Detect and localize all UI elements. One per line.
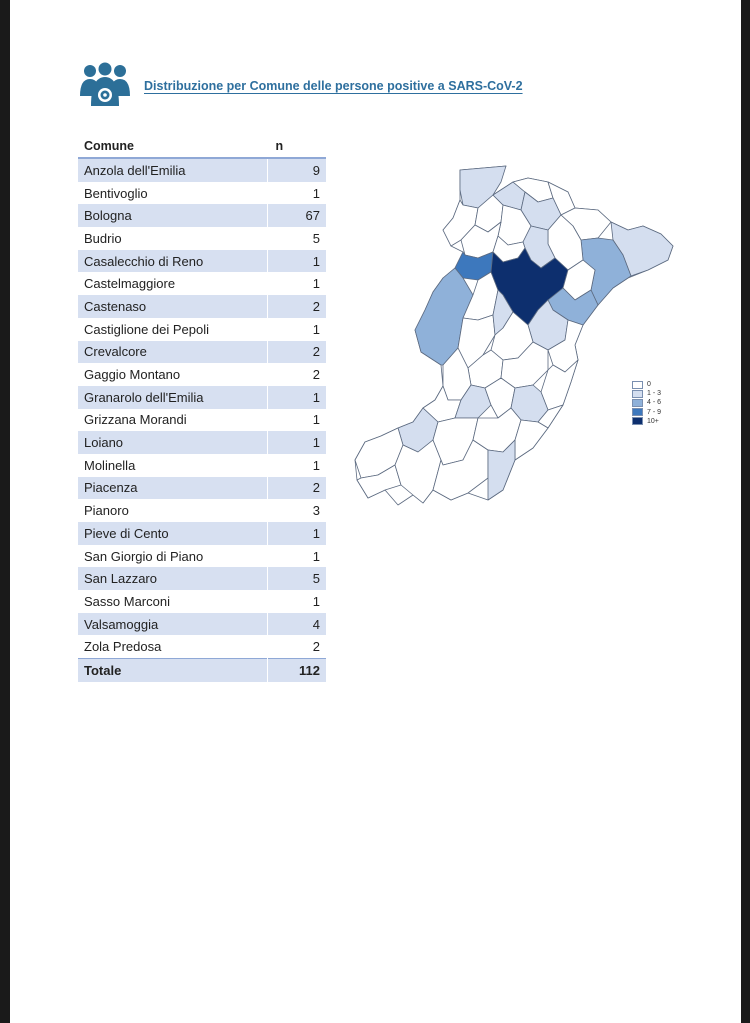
count-cell: 2 <box>268 341 327 364</box>
count-cell: 67 <box>268 204 327 227</box>
comune-cell: Budrio <box>78 227 268 250</box>
count-cell: 5 <box>268 227 327 250</box>
comune-cell: Anzola dell'Emilia <box>78 158 268 182</box>
table-row <box>78 204 326 227</box>
count-cell: 3 <box>268 499 327 522</box>
legend-swatch <box>632 399 643 407</box>
comune-cell: Castiglione dei Pepoli <box>78 318 268 341</box>
count-cell: 1 <box>268 272 327 295</box>
map-legend <box>632 380 661 426</box>
table-row <box>78 158 326 182</box>
count-cell: 1 <box>268 522 327 545</box>
comune-cell: Molinella <box>78 454 268 477</box>
table-row <box>78 545 326 568</box>
comune-cell: San Giorgio di Piano <box>78 545 268 568</box>
count-cell: 1 <box>268 318 327 341</box>
count-cell: 4 <box>268 613 327 636</box>
count-cell: 1 <box>268 590 327 613</box>
table-row <box>78 341 326 364</box>
count-cell: 1 <box>268 454 327 477</box>
table-row <box>78 613 326 636</box>
legend-label: 1 - 3 <box>647 390 662 398</box>
legend-swatch <box>632 390 643 398</box>
comune-cell: Castelmaggiore <box>78 272 268 295</box>
comune-cell: Bologna <box>78 204 268 227</box>
table-row <box>78 386 326 409</box>
comune-cell: Casalecchio di Reno <box>78 250 268 273</box>
count-cell: 5 <box>268 567 327 590</box>
count-cell: 1 <box>268 409 327 432</box>
legend-label: 10+ <box>647 417 659 425</box>
count-cell: 2 <box>268 363 327 386</box>
count-cell: 1 <box>268 182 327 205</box>
count-cell: 1 <box>268 250 327 273</box>
legend-item <box>632 398 661 407</box>
table-row <box>78 227 326 250</box>
legend-label: 0 <box>647 381 651 389</box>
table-row <box>78 182 326 205</box>
cases-table <box>78 136 326 682</box>
count-cell: 2 <box>268 477 327 500</box>
total-count: 112 <box>268 659 327 682</box>
legend-item <box>632 408 661 417</box>
comune-cell: Bentivoglio <box>78 182 268 205</box>
comune-cell: Loiano <box>78 431 268 454</box>
legend-item <box>632 417 661 426</box>
table-row <box>78 409 326 432</box>
count-cell: 2 <box>268 295 327 318</box>
legend-swatch <box>632 408 643 416</box>
count-cell: 1 <box>268 545 327 568</box>
table-row <box>78 454 326 477</box>
legend-item <box>632 389 661 398</box>
comune-cell: Piacenza <box>78 477 268 500</box>
legend-label: 7 - 9 <box>647 408 662 416</box>
header <box>78 62 598 112</box>
comune-cell: Granarolo dell'Emilia <box>78 386 268 409</box>
legend-item <box>632 380 661 389</box>
table-row <box>78 272 326 295</box>
table-row <box>78 295 326 318</box>
table-header-row <box>78 136 326 158</box>
legend-swatch <box>632 417 643 425</box>
total-label: Totale <box>78 659 268 682</box>
people-group-icon <box>78 62 132 110</box>
page-title: Distribuzione per Comune delle persone positive a SARS-CoV-2 <box>144 79 523 93</box>
comune-cell: Crevalcore <box>78 341 268 364</box>
comune-cell: Pieve di Cento <box>78 522 268 545</box>
comune-cell: Grizzana Morandi <box>78 409 268 432</box>
table-row <box>78 477 326 500</box>
comune-cell: Gaggio Montano <box>78 363 268 386</box>
table-row <box>78 431 326 454</box>
comune-area <box>515 420 548 460</box>
comune-cell: San Lazzaro <box>78 567 268 590</box>
choropleth-map <box>343 160 688 520</box>
comune-cell: Pianoro <box>78 499 268 522</box>
comune-cell: Castenaso <box>78 295 268 318</box>
comune-cell: Valsamoggia <box>78 613 268 636</box>
table-row <box>78 567 326 590</box>
legend-swatch <box>632 381 643 389</box>
table-row <box>78 250 326 273</box>
table-row <box>78 635 326 658</box>
table-row <box>78 590 326 613</box>
count-cell: 9 <box>268 158 327 182</box>
table-row <box>78 522 326 545</box>
count-cell: 1 <box>268 386 327 409</box>
document-page <box>10 0 741 1023</box>
legend-label: 4 - 6 <box>647 399 662 407</box>
table-row <box>78 363 326 386</box>
column-header-n: n <box>268 136 327 158</box>
count-cell: 1 <box>268 431 327 454</box>
comune-cell: Zola Predosa <box>78 635 268 658</box>
comune-cell: Sasso Marconi <box>78 590 268 613</box>
table-row <box>78 499 326 522</box>
total-row <box>78 659 326 682</box>
table-row <box>78 318 326 341</box>
count-cell: 2 <box>268 635 327 658</box>
column-header-comune: Comune <box>78 136 268 158</box>
